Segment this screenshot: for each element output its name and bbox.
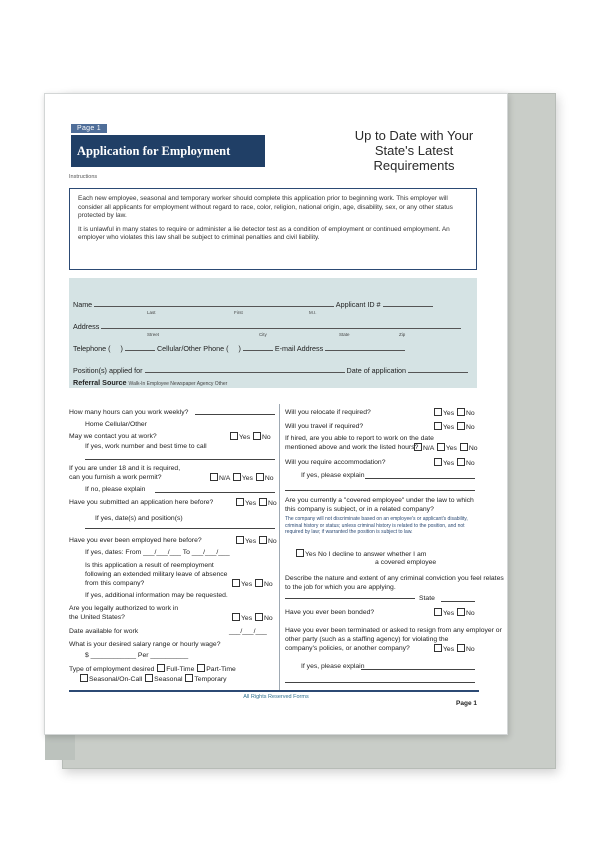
checkbox-na[interactable]	[414, 443, 422, 451]
date-label: Date of application	[346, 366, 407, 375]
report-to-work-question: If hired, are you able to report to work on the date	[285, 435, 434, 442]
no-label: No	[465, 646, 475, 653]
telephone-field[interactable]: ( )	[108, 344, 123, 353]
checkbox-no[interactable]	[457, 422, 465, 430]
checkbox-yes[interactable]	[434, 644, 442, 652]
footer-rule	[69, 690, 479, 692]
checkbox-yes[interactable]	[236, 536, 244, 544]
seasonal-on-call-label: Seasonal/On-Call	[89, 676, 143, 683]
yes-label: Yes	[241, 615, 253, 622]
checkbox-yes[interactable]	[232, 579, 240, 587]
phone-row	[73, 342, 405, 353]
company-policies-line: company's policies, or another company?	[285, 645, 410, 652]
from-label: If yes, dates: From	[85, 549, 142, 556]
prior-employment-yes-no[interactable]	[235, 536, 277, 545]
reemployment-yes-no[interactable]	[231, 579, 273, 588]
no-label: No	[468, 445, 478, 452]
no-label: No	[267, 500, 277, 507]
work-permit-yes-no[interactable]	[209, 473, 274, 482]
accommodation-question: Will you require accommodation?	[285, 459, 386, 466]
address-label: Address	[73, 322, 100, 331]
accommodation-explain-prompt: If yes, please explain	[301, 472, 365, 479]
united-states-label: the United States?	[69, 614, 125, 621]
yes-label: Yes	[443, 410, 455, 417]
from-company-question: from this company?	[85, 580, 145, 587]
last-caption: Last	[147, 310, 156, 315]
checkbox-yes[interactable]	[437, 443, 445, 451]
yes-label: Yes	[443, 460, 455, 467]
first-caption: First	[234, 310, 243, 315]
no-label: No	[465, 610, 475, 617]
permit-explain-field[interactable]	[155, 492, 275, 493]
tagline: Up to Date with Your State's Latest Requirements	[354, 128, 474, 173]
checkbox-yes[interactable]	[233, 473, 241, 481]
hours-field[interactable]	[195, 414, 275, 415]
notice-box	[69, 188, 477, 270]
under-18-question: If you are under 18 and it is required,	[69, 465, 181, 472]
position-row	[73, 364, 468, 375]
telephone-label: Telephone	[73, 344, 107, 353]
yes-label: Yes	[245, 538, 257, 545]
no-label: No	[465, 424, 475, 431]
travel-question: Will you travel if required?	[285, 423, 364, 430]
checkbox-no[interactable]	[457, 458, 465, 466]
form-subtitle: Instructions	[69, 174, 98, 180]
employment-type-row	[69, 664, 236, 674]
address-field[interactable]	[101, 320, 461, 329]
checkbox-seasonal[interactable]	[145, 674, 153, 682]
military-leave-question: following an extended military leave of absence	[85, 571, 228, 578]
checkbox-seasonal-on-call[interactable]	[80, 674, 88, 682]
checkbox-yes[interactable]	[296, 549, 304, 557]
no-label: No	[263, 581, 273, 588]
prior-employment-question: Have you ever been employed here before?	[69, 537, 202, 544]
checkbox-yes[interactable]	[232, 613, 240, 621]
application-form-page	[44, 93, 508, 735]
additional-info-note: If yes, additional information may be requested.	[85, 592, 228, 599]
salary-question: What is your desired salary range or hourly wage?	[69, 641, 221, 648]
permit-explain-prompt: If no, please explain	[85, 486, 146, 493]
per-label: Per	[137, 652, 149, 659]
referral-options[interactable]: Walk-In Employee Newspaper Agency Other	[128, 381, 228, 387]
checkbox-yes[interactable]	[236, 498, 244, 506]
date-available-field[interactable]: ___/___/___	[229, 628, 267, 635]
work-number-prompt: If yes, work number and best time to call	[85, 443, 207, 450]
state-caption: State	[339, 332, 350, 337]
email-label: E-mail Address	[274, 344, 324, 353]
state-label: State	[419, 595, 435, 602]
terminated-explain-field-2[interactable]	[285, 682, 475, 683]
checkbox-no[interactable]	[460, 443, 468, 451]
date-available-label: Date available for work	[69, 628, 139, 635]
no-label: No	[465, 460, 475, 467]
zip-caption: Zip	[399, 332, 406, 337]
checkbox-no[interactable]	[253, 432, 261, 440]
checkbox-no[interactable]	[457, 644, 465, 652]
accommodation-explain-field-2[interactable]	[285, 490, 475, 491]
yes-label: Yes	[241, 475, 253, 482]
referral-row	[73, 378, 227, 387]
travel-yes-no[interactable]	[433, 422, 475, 431]
checkbox-temporary[interactable]	[185, 674, 193, 682]
relocate-yes-no[interactable]	[433, 408, 475, 417]
notice-paragraph-1: Each new employee, seasonal and temporary worker should complete this application prior to beginning work. This employer will consider all applicants for employment without regard to race, color, religion, national origin, age, disability, sex, or any other status protected by law.	[78, 195, 453, 219]
applicant-id-label: Applicant ID #	[335, 300, 381, 309]
covered-employee-label: a covered employee	[375, 559, 437, 566]
part-time-label: Part-Time	[206, 666, 236, 673]
employment-type-label: Type of employment desired	[69, 666, 155, 673]
checkbox-yes[interactable]	[434, 408, 442, 416]
covered-employee-question: Are you currently a "covered employee" under the law to which	[285, 497, 474, 504]
checkbox-no[interactable]	[457, 408, 465, 416]
referral-label: Referral Source	[73, 378, 127, 387]
name-row	[73, 298, 433, 309]
covered-options-label: Yes No I decline to answer whether I am	[305, 551, 427, 558]
authorization-yes-no[interactable]	[231, 613, 273, 622]
folder-edge	[45, 734, 75, 760]
column-divider	[279, 404, 280, 692]
terminated-question: Have you ever been terminated or asked to resign from any employer or	[285, 627, 502, 634]
no-label: No	[267, 538, 277, 545]
report-yes-no[interactable]	[413, 443, 478, 452]
applicant-id-field[interactable]	[383, 298, 433, 307]
contact-work-yes-no[interactable]	[229, 432, 271, 441]
checkbox-part-time[interactable]	[197, 664, 205, 672]
contact-work-question: May we contact you at work?	[69, 433, 157, 440]
checkbox-no[interactable]	[259, 498, 267, 506]
checkbox-no[interactable]	[256, 473, 264, 481]
phone-type-options[interactable]: Home Cellular/Other	[85, 421, 147, 428]
mi-caption: M.I.	[309, 310, 317, 315]
relocate-question: Will you relocate if required?	[285, 409, 371, 416]
to-label: To	[182, 549, 190, 556]
conviction-field[interactable]	[285, 598, 415, 599]
hours-question: How many hours can you work weekly?	[69, 409, 189, 416]
checkbox-yes[interactable]	[434, 458, 442, 466]
yes-label: Yes	[245, 500, 257, 507]
checkbox-yes[interactable]	[434, 422, 442, 430]
bonded-yes-no[interactable]	[433, 608, 475, 617]
yes-label: Yes	[443, 424, 455, 431]
work-authorization-question: Are you legally authorized to work in	[69, 605, 179, 612]
salary-row: $ ____________ Per __________	[85, 652, 189, 659]
position-label: Position(s) applied for	[73, 366, 143, 375]
address-row	[73, 320, 461, 331]
state-field[interactable]	[441, 601, 475, 602]
form-tag: Page 1	[71, 124, 107, 133]
checkbox-na[interactable]	[210, 473, 218, 481]
position-field[interactable]	[145, 364, 345, 373]
yes-label: Yes	[445, 445, 457, 452]
disclosure-note: The company will not discriminate based on an employee's or applicant's disability, criminal history or status; unless criminal history is related to the position, and not required by law; if warranted the position is subject to law.	[285, 516, 468, 535]
yes-label: Yes	[239, 434, 251, 441]
no-label: No	[261, 434, 271, 441]
full-time-label: Full-Time	[166, 666, 195, 673]
prior-application-details: If yes, date(s) and position(s)	[95, 515, 183, 522]
employment-type-row-2	[79, 674, 227, 684]
checkbox-no[interactable]	[259, 536, 267, 544]
reemployment-question: Is this application a result of reemployment	[85, 562, 214, 569]
no-label: No	[264, 475, 274, 482]
no-label: No	[465, 410, 475, 417]
checkbox-yes[interactable]	[434, 608, 442, 616]
footer-copyright: All Rights Reserved Forms	[243, 694, 309, 700]
job-applying-label: to the job for which you are applying.	[285, 584, 396, 591]
company-subject-question: this company is subject, or in a related company?	[285, 506, 434, 513]
work-permit-question: can you furnish a work permit?	[69, 474, 162, 481]
dollar-label: $	[85, 652, 89, 659]
no-label: No	[263, 615, 273, 622]
terminated-explain-prompt: If yes, please explain	[301, 663, 365, 670]
temporary-label: Temporary	[194, 676, 227, 683]
checkbox-yes[interactable]	[230, 432, 238, 440]
bonded-question: Have you ever been bonded?	[285, 609, 375, 616]
yes-label: Yes	[241, 581, 253, 588]
prior-application-field[interactable]	[85, 528, 275, 529]
checkbox-full-time[interactable]	[157, 664, 165, 672]
yes-label: Yes	[443, 610, 455, 617]
na-label: N/A	[423, 445, 434, 452]
terminated-explain-field[interactable]	[361, 669, 475, 670]
notice-paragraph-2: It is unlawful in many states to require or administer a lie detector test as a condition of employment or continued employment. An employer who violates this law shall be subject to criminal penalties and civil liability.	[78, 225, 450, 241]
city-caption: City	[259, 332, 267, 337]
accommodation-explain-field[interactable]	[365, 478, 475, 479]
other-phone-line[interactable]	[243, 342, 273, 351]
email-field[interactable]	[325, 342, 405, 351]
work-number-field[interactable]	[85, 459, 275, 460]
prior-application-yes-no[interactable]	[235, 498, 277, 507]
listed-hours-question: mentioned above and work the listed hours?	[285, 444, 419, 451]
staffing-agency-line: other party (such as a staffing agency) for violating the	[285, 636, 449, 643]
criminal-conviction-question: Describe the nature and extent of any criminal conviction you feel relates	[285, 575, 504, 582]
yes-label: Yes	[443, 646, 455, 653]
other-phone-field[interactable]: ( )	[226, 344, 241, 353]
date-field[interactable]	[408, 364, 468, 373]
page-number: Page 1	[456, 700, 477, 707]
checkbox-no[interactable]	[255, 579, 263, 587]
name-label: Name	[73, 300, 93, 309]
seasonal-label: Seasonal	[154, 676, 183, 683]
form-title: Application for Employment	[71, 135, 265, 167]
name-field[interactable]	[94, 298, 334, 307]
terminated-yes-no[interactable]	[433, 644, 475, 653]
prior-application-question: Have you submitted an application here before?	[69, 499, 214, 506]
employment-dates-row: If yes, dates: From ___/___/___ To ___/___/___	[85, 549, 230, 556]
other-phone-label: Cellular/Other Phone	[156, 344, 225, 353]
telephone-line[interactable]	[125, 342, 155, 351]
na-label: N/A	[219, 475, 230, 482]
checkbox-no[interactable]	[457, 608, 465, 616]
applicant-info-section	[69, 278, 477, 388]
accommodation-yes-no[interactable]	[433, 458, 475, 467]
checkbox-no[interactable]	[255, 613, 263, 621]
street-caption: Street	[147, 332, 160, 337]
